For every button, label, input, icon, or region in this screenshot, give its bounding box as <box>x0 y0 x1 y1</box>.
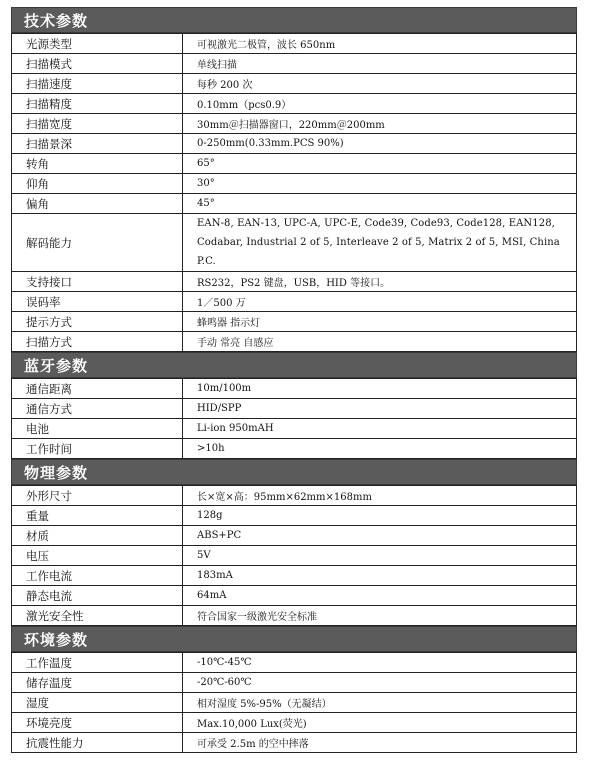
spec-label: 湿度 <box>12 693 183 713</box>
spec-value: Max.10,000 Lux(荧光) <box>183 713 577 733</box>
spec-label: 支持接口 <box>12 272 183 292</box>
spec-label: 提示方式 <box>12 312 183 332</box>
spec-label: 通信距离 <box>12 379 183 399</box>
spec-value: 64mA <box>183 586 577 606</box>
spec-value: 65° <box>183 154 577 174</box>
spec-row <box>12 546 577 566</box>
spec-value: HID/SPP <box>183 399 577 419</box>
spec-row <box>12 606 577 626</box>
spec-label: 扫描景深 <box>12 134 183 154</box>
spec-row <box>12 74 577 94</box>
spec-value: 0-250mm(0.33mm.PCS 90%) <box>183 134 577 154</box>
spec-row <box>12 506 577 526</box>
spec-row <box>12 134 577 154</box>
spec-row <box>12 399 577 419</box>
spec-value: 128g <box>183 506 577 526</box>
spec-row <box>12 673 577 693</box>
spec-label: 电压 <box>12 546 183 566</box>
spec-value: 手动 常亮 自感应 <box>183 332 577 352</box>
section-header: 技术参数 <box>11 7 577 33</box>
spec-label: 通信方式 <box>12 399 183 419</box>
spec-value: >10h <box>183 439 577 459</box>
spec-label: 电池 <box>12 419 183 439</box>
spec-label: 工作温度 <box>12 653 183 673</box>
spec-value: 可视激光二极管，波长 650nm <box>183 34 577 54</box>
spec-row <box>12 174 577 194</box>
spec-row <box>12 713 577 733</box>
spec-value: 1／500 万 <box>183 292 577 312</box>
spec-label: 扫描方式 <box>12 332 183 352</box>
spec-value: 0.10mm（pcs0.9） <box>183 94 577 114</box>
spec-label: 光源类型 <box>12 34 183 54</box>
spec-row <box>12 733 577 753</box>
spec-label: 环境亮度 <box>12 713 183 733</box>
spec-label: 转角 <box>12 154 183 174</box>
spec-row <box>12 194 577 214</box>
spec-label: 静态电流 <box>12 586 183 606</box>
spec-label: 外形尺寸 <box>12 486 183 506</box>
spec-row <box>12 154 577 174</box>
spec-row <box>12 439 577 459</box>
spec-row <box>12 312 577 332</box>
spec-value: 每秒 200 次 <box>183 74 577 94</box>
spec-label: 扫描精度 <box>12 94 183 114</box>
section-header: 蓝牙参数 <box>11 352 577 378</box>
spec-value: 相对湿度 5%-95%（无凝结） <box>183 693 577 713</box>
spec-label: 误码率 <box>12 292 183 312</box>
spec-value: 10m/100m <box>183 379 577 399</box>
spec-table <box>11 485 577 626</box>
spec-label: 扫描速度 <box>12 74 183 94</box>
spec-value: 5V <box>183 546 577 566</box>
spec-value: 单线扫描 <box>183 54 577 74</box>
spec-label: 抗震性能力 <box>12 733 183 753</box>
spec-label: 储存温度 <box>12 673 183 693</box>
spec-value: 30mm＠扫描器窗口，220mm＠200mm <box>183 114 577 134</box>
spec-label: 重量 <box>12 506 183 526</box>
spec-value: 183mA <box>183 566 577 586</box>
spec-row <box>12 54 577 74</box>
spec-value: 可承受 2.5m 的空中摔落 <box>183 733 577 753</box>
spec-label: 偏角 <box>12 194 183 214</box>
spec-label: 扫描宽度 <box>12 114 183 134</box>
spec-value: 30° <box>183 174 577 194</box>
section-header: 物理参数 <box>11 459 577 485</box>
spec-row <box>12 379 577 399</box>
spec-label: 工作时间 <box>12 439 183 459</box>
spec-value: 符合国家一级激光安全标准 <box>183 606 577 626</box>
spec-label: 仰角 <box>12 174 183 194</box>
spec-label: 解码能力 <box>12 214 183 272</box>
spec-value: Li-ion 950mAH <box>183 419 577 439</box>
spec-label: 材质 <box>12 526 183 546</box>
spec-value: RS232，PS2 键盘，USB，HID 等接口。 <box>183 272 577 292</box>
spec-row <box>12 34 577 54</box>
spec-row <box>12 566 577 586</box>
spec-label: 扫描模式 <box>12 54 183 74</box>
spec-row <box>12 214 577 272</box>
spec-row <box>12 693 577 713</box>
spec-row <box>12 526 577 546</box>
spec-row <box>12 419 577 439</box>
section-header: 环境参数 <box>11 626 577 652</box>
spec-row <box>12 332 577 352</box>
spec-value: -20℃-60℃ <box>183 673 577 693</box>
spec-row <box>12 94 577 114</box>
spec-label: 工作电流 <box>12 566 183 586</box>
spec-value: 长×宽×高：95mm×62mm×168mm <box>183 486 577 506</box>
spec-label: 激光安全性 <box>12 606 183 626</box>
spec-table <box>11 652 577 753</box>
spec-row <box>12 272 577 292</box>
spec-row <box>12 114 577 134</box>
spec-table <box>11 33 577 352</box>
spec-table <box>11 378 577 459</box>
spec-value: 蜂鸣器 指示灯 <box>183 312 577 332</box>
spec-row <box>12 486 577 506</box>
spec-value: ABS+PC <box>183 526 577 546</box>
spec-sheet <box>11 7 577 753</box>
spec-row <box>12 292 577 312</box>
spec-row <box>12 653 577 673</box>
spec-row <box>12 586 577 606</box>
spec-value: EAN-8, EAN-13, UPC-A, UPC-E, Code39, Code93, Code128, EAN128, Codabar, Industrial 2 of 5, Interleave 2 of 5, Matrix 2 of 5, MSI, China P.C. <box>183 214 577 272</box>
spec-value: -10℃-45℃ <box>183 653 577 673</box>
spec-value: 45° <box>183 194 577 214</box>
